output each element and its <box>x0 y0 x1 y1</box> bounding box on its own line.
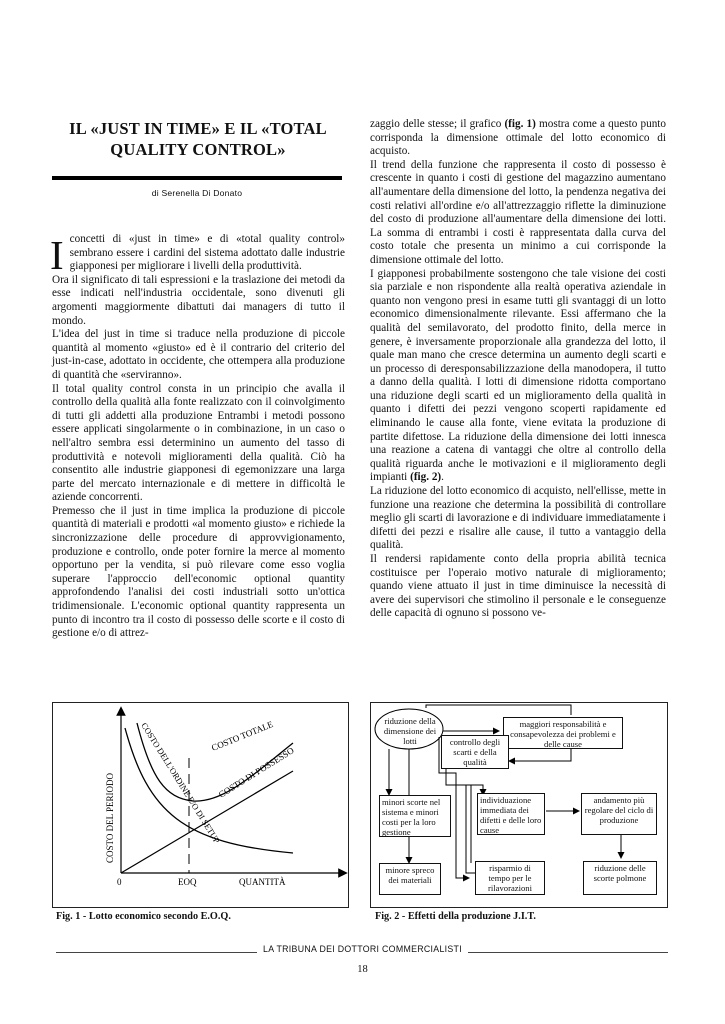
article-title: IL «JUST IN TIME» E IL «TOTAL QUALITY CONTROL» <box>69 119 327 159</box>
figure-reference: (fig. 1) <box>504 118 536 130</box>
article-byline: di Serenella Di Donato <box>151 188 243 198</box>
publication-name: LA TRIBUNA DEI DOTTORI COMMERCIALISTI <box>257 944 468 954</box>
paragraph: Ora il significato di tali espressioni e la traslazione dei metodi da esse indicati nell'industria occidentale, sono divenuti gli argomenti maggiormente dibattuti dai managers di tutto il mondo. <box>52 273 345 327</box>
paragraph <box>370 118 666 159</box>
figure-1-caption: Fig. 1 - Lotto economico secondo E.O.Q. <box>56 911 231 922</box>
intro-text: concetti di «just in time» e di «total quality control» sembrano essere i cardini del sistema adottato dalle industrie giapponesi per migliorare i livelli della produttività. <box>69 233 345 273</box>
box-risparmio-tempo: risparmio di tempo per le rilavorazioni <box>475 861 545 895</box>
paragraph: Il trend della funzione che rappresenta il costo di possesso è crescente in quanto i costi di gestione del magazzino aumentano all'aumentare della dimensione del lotto, la pendenza negativa dei costi relativi all'ordine e/o all'attrezzaggio riflette la diminuzione del costo di produzione all'aumentare della dimensione dei lotti. La somma di entrambi i costi è rappresentata dalla curva del costo totale che presenta un minimo a cui corrisponde la dimensione ottimale del lotto. <box>370 158 666 266</box>
paragraph: L'idea del just in time si traduce nella produzione di piccole quantità al momento «giusto» ed è il contrario del criterio del just-in-case, adottato in occidente, che ottempera alla produzione di quantità che «serviranno». <box>52 328 345 381</box>
box-andamento-regolare: andamento più regolare del ciclo di produzione <box>581 793 657 835</box>
drop-cap: I <box>50 232 64 278</box>
holding-cost-label: COSTO DI POSSESSO <box>216 745 296 800</box>
box-maggiori-responsabilita: maggiori responsabilità e consapevolezza dei problemi e delle cause <box>503 717 623 749</box>
y-axis-label: COSTO DEL PERIODO <box>105 772 115 863</box>
eoq-label: EOQ <box>178 877 197 887</box>
connector <box>426 705 571 715</box>
box-minore-spreco: minore spreco dei materiali <box>379 863 441 895</box>
origin-label: 0 <box>117 877 122 887</box>
paragraph <box>370 268 666 486</box>
box-minori-scorte: minori scorte nel sistema e minori costi per la loro gestione <box>379 795 451 837</box>
box-riduzione-lotti: riduzione della dimensione dei lotti <box>383 716 437 746</box>
paragraph-intro <box>50 232 345 278</box>
box-controllo-scarti: controllo degli scarti e della qualità <box>441 735 509 769</box>
text-run: zaggio delle stesse; il grafico <box>370 118 505 130</box>
box-individuazione-difetti: individuazione immediata dei difetti e delle loro cause <box>477 793 545 835</box>
page-number: 18 <box>357 964 368 975</box>
footer <box>0 944 725 954</box>
title-rule <box>52 176 342 180</box>
x-axis-label: QUANTITÀ <box>239 877 286 887</box>
eoq-diagram <box>53 703 348 907</box>
figure-2-caption: Fig. 2 - Effetti della produzione J.I.T. <box>375 911 536 922</box>
figure-2-jit-flowchart <box>370 702 668 908</box>
paragraph: Il total quality control consta in un principio che avalla il controllo della qualità alla fonte realizzato con il coinvolgimento di tutti gli addetti alla produzione Entrambi i metodi possono essere applicati singolarmente o in combinazione, in un caso o nell'altro sembra essi determinino un aumento del tasso di produttività e notevoli miglioramenti della qualità. Ciò ha consentito alle industrie giapponesi di egemonizzare una larga parte del mercato internazionale e di mettere in difficoltà le aziende concorrenti. <box>52 382 345 504</box>
paragraph: Premesso che il just in time implica la produzione di piccole quantità di materiali e prodotti «al momento giusto» e richiede la sincronizzazione delle procedure di approvvigionamento, produzione e controllo, onde poter fornire la merce al momento opportuno per la vendita, si può rilevare come esso voglia superare l'approccio dell'economic optional quantity approfondendo l'analisi dei costi industriali sotto un'ottica tridimensionale. L'economic optional quantity rappresenta un punto di incontro tra il costo di possesso delle scorte e il costo di gestione e/o di attrez- <box>52 504 345 640</box>
paragraph: La riduzione del lotto economico di acquisto, nell'ellisse, mette in funzione una reazione che determina la possibilità di controllare meglio gli scarti di lavorazione e di individuare immediatamente i difetti dei pezzi e risalire alle cause, il tutto a vantaggio della qualità. <box>370 485 666 552</box>
text-column-right <box>370 118 666 621</box>
box-riduzione-scorte-polmone: riduzione delle scorte polmone <box>583 861 657 895</box>
text-run: I giapponesi probabilmente sostengono che tale visione dei costi sia parziale e non rispondente alla realtà operativa aziendale in quanto non vengono presi in esame tutti gli svantaggi di un lotto economico dimensionalmente rilevante. Essi affermano che la qualità del semilavorato, del prodotto finito, della merce in genere, è inversamente proporzionale alla grandezza del lotto, il quale man mano che cresce determina un aumento degli scarti e un processo di deresponsabilizzazione della manodopera, il tutto a danno della qualità. I lotti di dimensione ridotta comportano una riduzione degli scarti ed un miglioramento della qualità in quanto i difetti dei pezzi vengono scoperti rapidamente ed eliminando le cause alla fonte, viene evitata la produzione di partite difettose. La riduzione della dimensione dei lotti innesca una reazione a catena di vantaggi che oltre al controllo della qualità riguarda anche le motivazioni e il miglioramento degli impianti <box>370 267 666 484</box>
figure-reference: (fig. 2) <box>410 471 442 484</box>
total-cost-label: COSTO TOTALE <box>210 719 275 753</box>
text-run: . <box>441 471 444 484</box>
connector <box>509 747 571 761</box>
text-run: mostra come a questo punto corrisponda la dimensione ottimale del lotto economico di acquisto. <box>370 118 666 158</box>
order-cost-label: COSTO DELL'ORDINE E/O DI SETUP <box>139 720 223 845</box>
paragraph: Il rendersi rapidamente conto della propria abilità tecnica costituisce per l'operaio motivo naturale di miglioramento; quando viene attuato il just in time diminuisce la necessità di avere dei supervisori che stimolino il personale e le conseguenze delle capacità di ognuno si possono ve- <box>370 553 666 620</box>
text-column-left <box>52 233 345 641</box>
figure-1-eoq-chart <box>52 702 349 908</box>
